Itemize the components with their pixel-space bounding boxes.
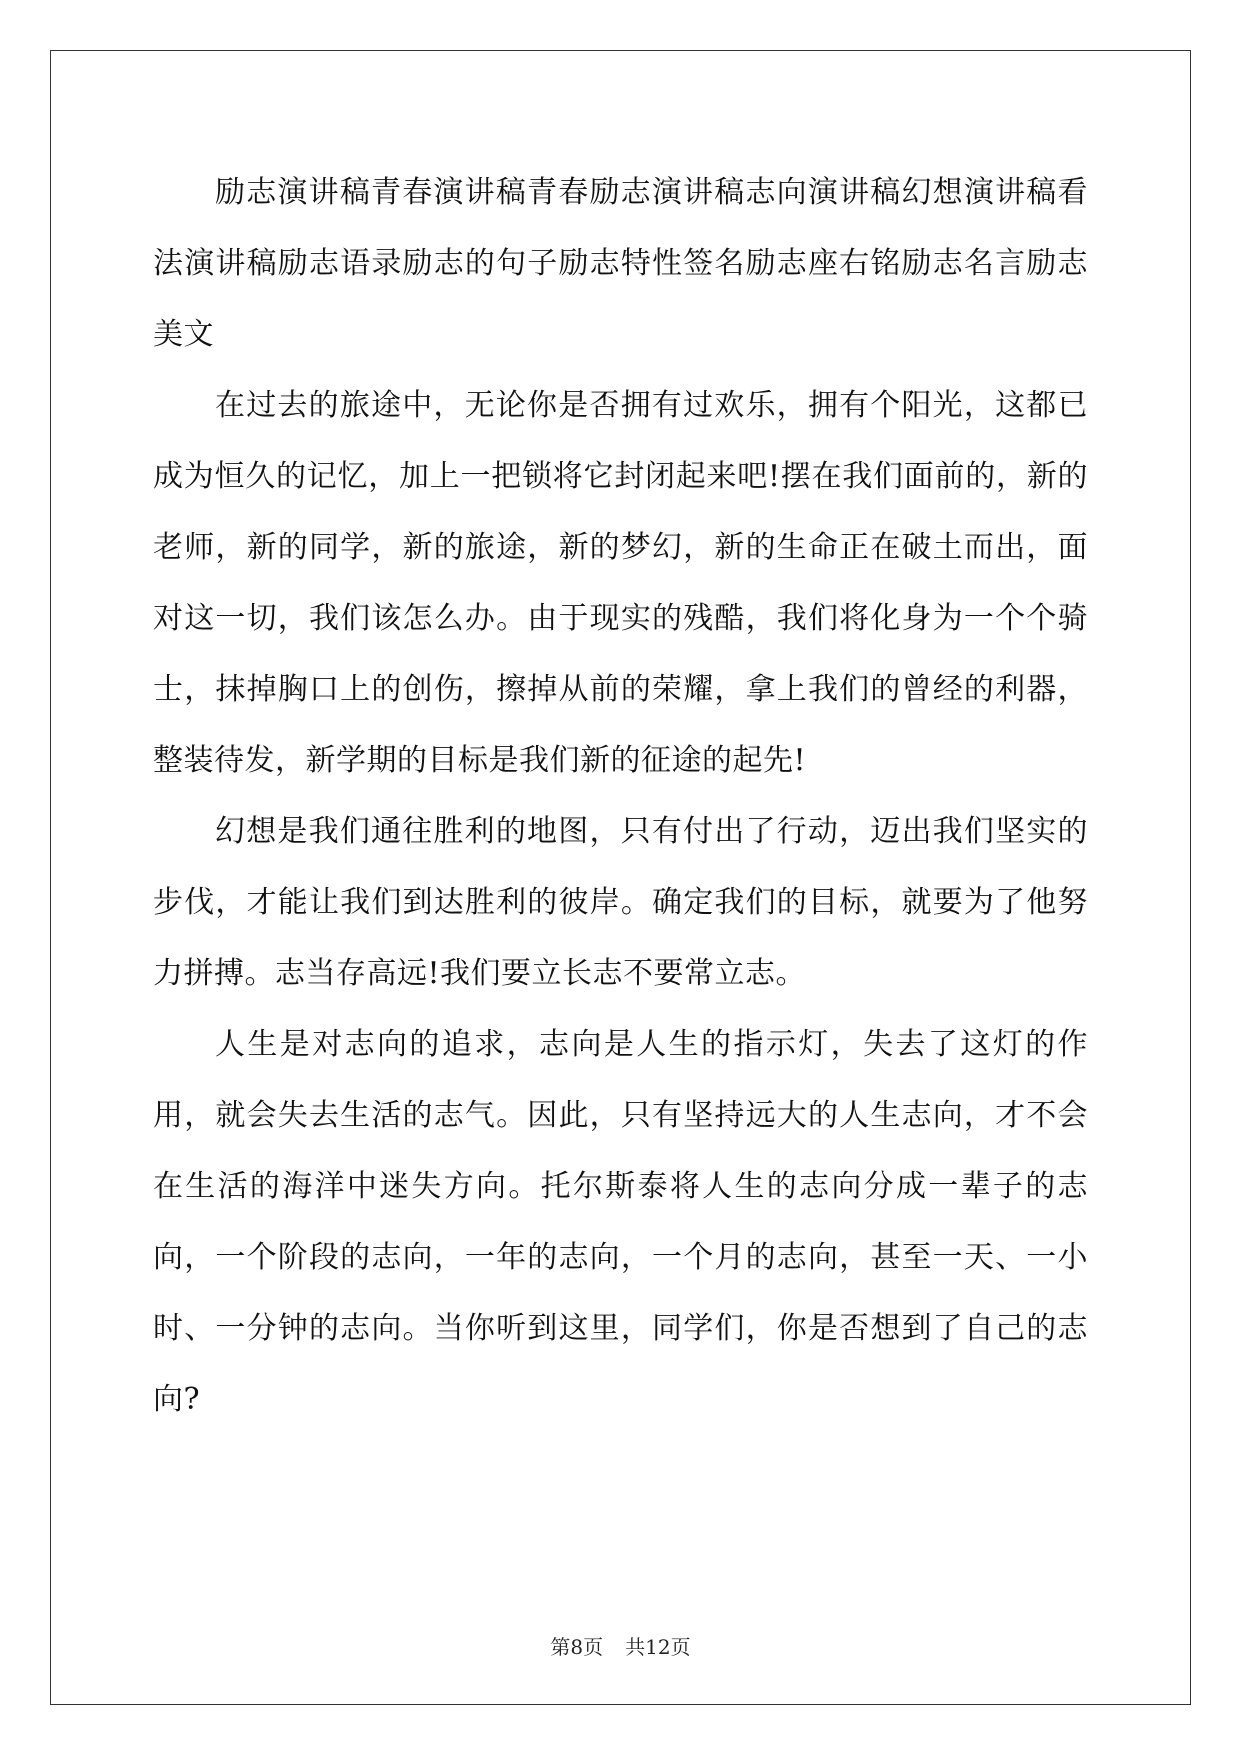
paragraph-dream-map: 幻想是我们通往胜利的地图，只有付出了行动，迈出我们坚实的步伐，才能让我们到达胜利的彼岸。确定我们的目标，就要为了他努力拼搏。志当存高远!我们要立长志不要常立志。 <box>153 814 1088 991</box>
paragraph-keywords: 励志演讲稿青春演讲稿青春励志演讲稿志向演讲稿幻想演讲稿看法演讲稿励志语录励志的句子励志特性签名励志座右铭励志名言励志美文 <box>153 175 1088 352</box>
paragraph-life-aspiration: 人生是对志向的追求，志向是人生的指示灯，失去了这灯的作用，就会失去生活的志气。因此，只有坚持远大的人生志向，才不会在生活的海洋中迷失方向。托尔斯泰将人生的志向分成一辈子的志向，一个阶段的志向，一年的志向，一个月的志向，甚至一天、一小时、一分钟的志向。当你听到这里，同学们，你是否想到了自己的志向? <box>153 1027 1088 1417</box>
page-footer <box>0 1632 1241 1662</box>
paragraph-past-journey: 在过去的旅途中，无论你是否拥有过欢乐，拥有个阳光，这都已成为恒久的记忆，加上一把锁将它封闭起来吧!摆在我们面前的，新的老师，新的同学，新的旅途，新的梦幻，新的生命正在破土而出，面对这一切，我们该怎么办。由于现实的残酷，我们将化身为一个个骑士，抹掉胸口上的创伤，擦掉从前的荣耀，拿上我们的曾经的利器，整装待发，新学期的目标是我们新的征途的起先! <box>153 388 1088 778</box>
page-number-total: 共12页 <box>625 1635 691 1659</box>
page-number-current: 第8页 <box>550 1635 604 1659</box>
document-body <box>153 157 1088 1435</box>
